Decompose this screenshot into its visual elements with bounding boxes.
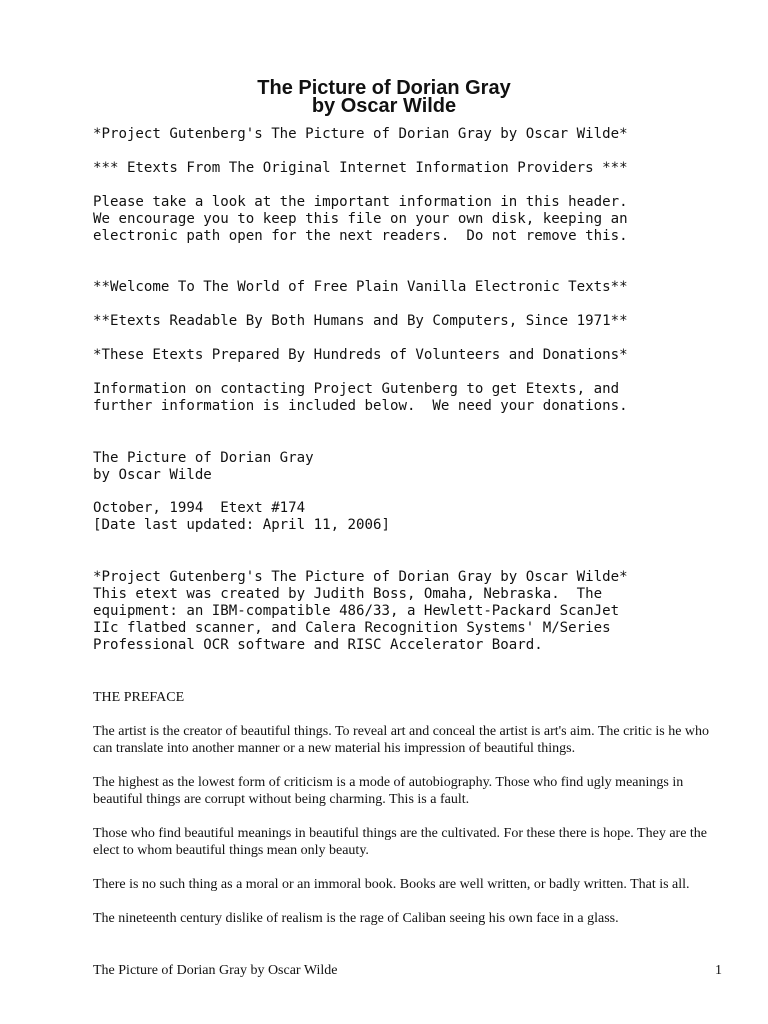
header-notice: Please take a look at the important information in this header. We encourage you to keep this file on your own disk, keeping an electronic path open for the next readers. Do not remove this. [93,194,628,244]
etexts-banner: *** Etexts From The Original Internet Information Providers *** [93,160,628,176]
preface-paragraph: There is no such thing as a moral or an immoral book. Books are well written, or badly written. That is all. [93,877,690,892]
page-number: 1 [715,963,722,978]
preface-paragraph: The artist is the creator of beautiful things. To reveal art and conceal the artist is art's aim. The critic is he who can translate into another manner or a new material his impression of beautiful things. [93,724,710,756]
page-footer-title: The Picture of Dorian Gray by Oscar Wilde [93,963,338,978]
welcome-banner: **Welcome To The World of Free Plain Vanilla Electronic Texts** [93,279,628,295]
etext-credits: *Project Gutenberg's The Picture of Dorian Gray by Oscar Wilde* This etext was created by Judith Boss, Omaha, Nebraska. The equipment: an IBM-compatible 486/33, a Hewlett-Packard ScanJet IIc flatbed scanner, and Calera Recognition Systems' M/Series Professional OCR software and RISC Accelerator Board. [93,569,628,653]
release-date-block: October, 1994 Etext #174 [Date last updated: April 11, 2006] [93,500,390,533]
contact-info: Information on contacting Project Gutenberg to get Etexts, and further information is included below. We need your donations. [93,381,628,414]
preface-paragraph: Those who find beautiful meanings in beautiful things are the cultivated. For these there is hope. They are the elect to whom beautiful things mean only beauty. [93,826,708,858]
preface-heading: THE PREFACE [93,690,185,705]
gutenberg-title-line: *Project Gutenberg's The Picture of Dorian Gray by Oscar Wilde* [93,126,628,142]
preface-paragraph: The highest as the lowest form of criticism is a mode of autobiography. Those who find ugly meanings in beautiful things are corrupt without being charming. This is a fault. [93,775,684,807]
preface-paragraph: The nineteenth century dislike of realism is the rage of Caliban seeing his own face in a glass. [93,911,619,926]
document-title: The Picture of Dorian Gray [257,77,511,99]
readable-banner: **Etexts Readable By Both Humans and By Computers, Since 1971** [93,313,628,329]
volunteers-banner: *These Etexts Prepared By Hundreds of Volunteers and Donations* [93,347,628,363]
book-title-block: The Picture of Dorian Gray by Oscar Wilde [93,450,314,483]
document-author: by Oscar Wilde [311,95,457,117]
